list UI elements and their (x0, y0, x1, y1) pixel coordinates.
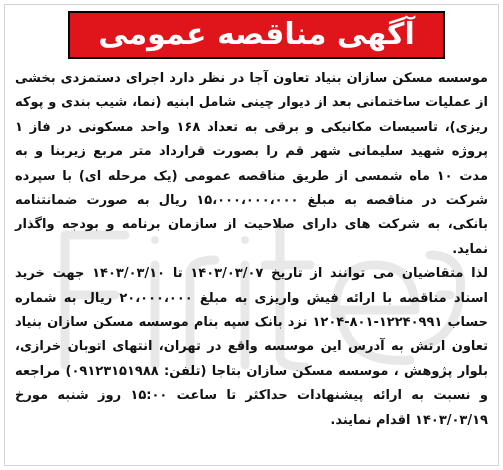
ad-body (15, 67, 488, 433)
ad-paragraph-instructions: لذا متقاضیان می توانند از تاریخ ۱۴۰۳/۰۳/۰۷ تا ۱۴۰۳/۰۳/۱۰ جهت خرید اسناد مناقصه با ارائه فیش واریزی به مبلغ ۲۰،۰۰۰،۰۰۰ ریال به شماره حساب ۱۲۲۴۰۹۹۱-۸۰۱-۱۲۰۴ نزد بانک سپه بنام موسسه مسکن سازان بنیاد تعاون ارتش به آدرس این موسسه واقع در تهران، انتهای اتوبان خرازی، بلوار پژوهش ، موسسه مسکن سازان بتاجا (تلفن: ۰۹۱۲۳۱۵۱۹۸۸) مراجعه و نسبت به ارائه پیشنهادات حداکثر تا ساعت ۱۵:۰۰ روز شنبه مورخ ۱۴۰۳/۰۳/۱۹ اقدام نمایند. (15, 266, 488, 428)
title-banner (68, 11, 445, 59)
ad-paragraph-tender-details: موسسه مسکن سازان بنیاد تعاون آجا در نظر دارد اجرای دستمزدی بخشی از عملیات ساختمانی بعد از دیوار چینی شامل ابنیه (نما، شیب بندی و پوکه ریزی)، تاسیسات مکانیکی و برقی به تعداد ۱۶۸ واحد مسکونی در فاز ۱ پروژه شهید سلیمانی شهر قم را بصورت قرارداد متر مربع زیربنا و به مدت ۱۰ ماه شمسی از طریق مناقصه عمومی (یک مرحله ای) با سپرده شرکت در مناقصه به مبلغ ۱۵،۰۰۰،۰۰۰،۰۰۰ ریال به صورت ضمانتنامه بانکی، به شرکت های دارای صلاحیت از سازمان برنامه و بودجه واگذار نماید. (15, 71, 488, 257)
tender-advertisement (4, 4, 499, 466)
ad-title: آگهی مناقصه عمومی (98, 17, 415, 52)
